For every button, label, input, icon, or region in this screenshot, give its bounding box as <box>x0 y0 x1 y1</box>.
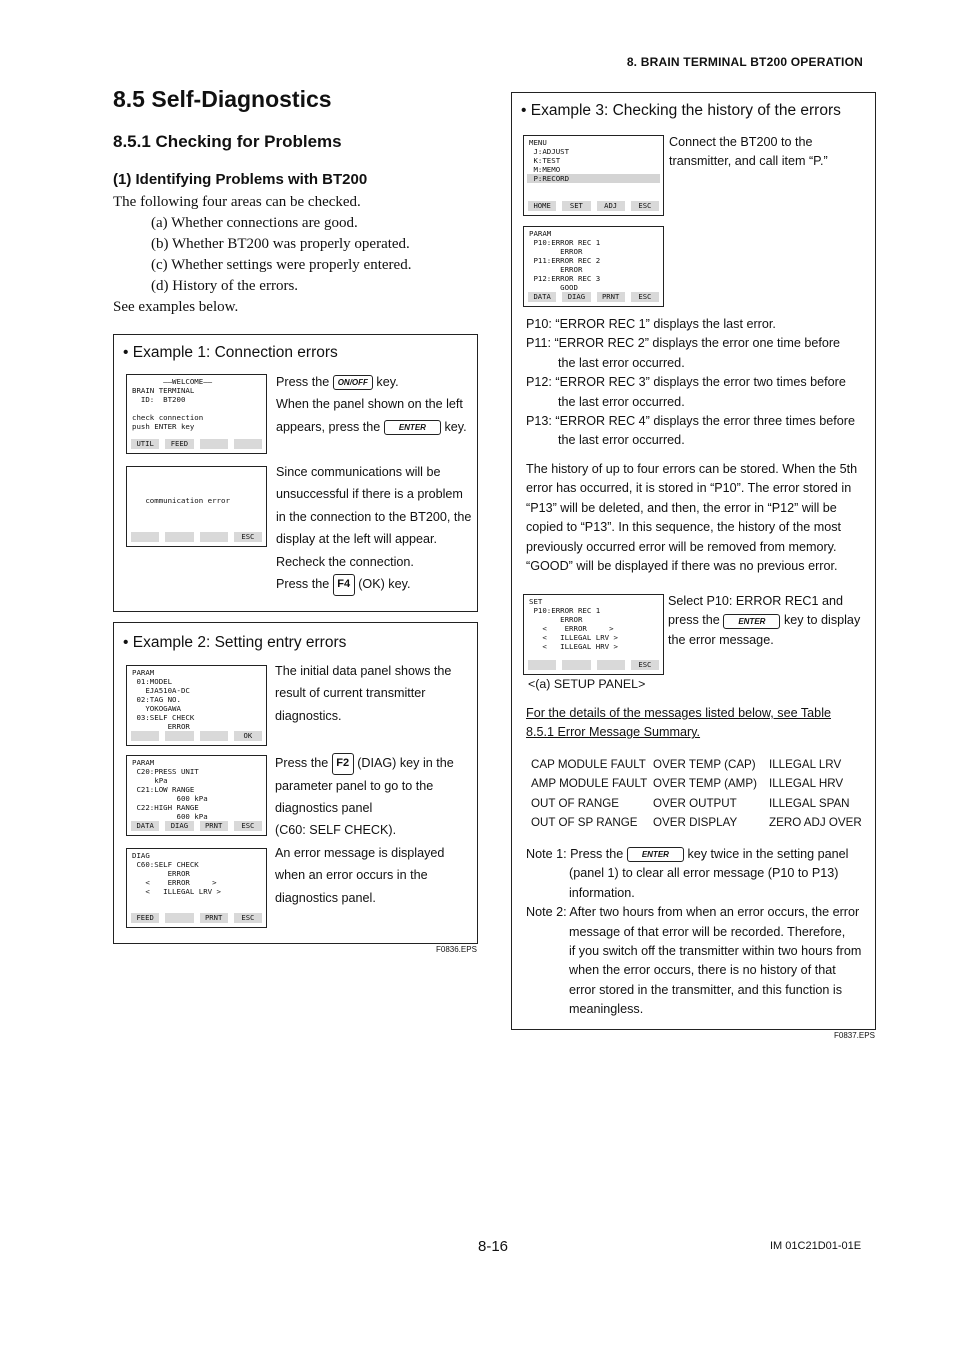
subsubsection-title: (1) Identifying Problems with BT200 <box>113 171 368 188</box>
text: The history of up to four errors can be stored. When the 5th <box>526 462 858 476</box>
error-message: AMP MODULE FAULT <box>531 777 648 791</box>
chapter-header: 8. BRAIN TERMINAL BT200 OPERATION <box>626 55 863 69</box>
lcd-menu-panel <box>523 135 664 216</box>
text: Since communications will be <box>276 465 441 479</box>
document-id: IM 01C21D01-01E <box>770 1240 862 1252</box>
example2-explanation-1 <box>275 660 475 727</box>
text: Select P10: ERROR REC1 and <box>668 594 843 608</box>
p13-description-cont: the last error occurred. <box>558 433 685 448</box>
text: “P13” will be deleted, and then, the error in “P12” will be <box>526 500 837 515</box>
text: The initial data panel shows the <box>275 664 452 678</box>
menu-line: MENU <box>529 138 547 147</box>
text: key. <box>444 419 467 434</box>
lcd-diag-panel <box>126 848 267 928</box>
lcd-param-c20-softkeys <box>131 821 262 831</box>
softkey-feed: FEED <box>165 439 193 449</box>
text: Recheck the connection. <box>276 554 414 569</box>
error-list-col3 <box>769 755 862 833</box>
p10-description: P10: “ERROR REC 1” displays the last error. <box>526 317 776 331</box>
lcd-param-c20-text: PARAM C20:PRESS UNIT kPa C21:LOW RANGE 600 kPa C22:HIGH RANGE 600 kPa <box>132 758 208 821</box>
lcd-comm-error-text: communication error <box>145 496 230 505</box>
error-message: OUT OF SP RANGE <box>531 816 638 830</box>
text: error has occurred, it is stored in “P10”. The error stored in <box>526 481 852 496</box>
text: display at the left will appear. <box>276 532 438 547</box>
lcd-setup-panel <box>523 594 664 675</box>
menu-line: K:TEST <box>529 156 561 165</box>
error-message: ZERO ADJ OVER <box>769 816 862 830</box>
text: if you switch off the transmitter within two hours from <box>569 944 862 959</box>
menu-line: J:ADJUST <box>529 147 570 156</box>
lcd-diag-softkeys <box>131 913 262 923</box>
text: Press the <box>276 577 330 592</box>
onoff-key-icon: ON/OFF <box>333 375 373 390</box>
softkey-diag: DIAG <box>165 821 193 831</box>
error-message: OVER TEMP (CAP) <box>653 758 756 771</box>
text: (panel 1) to clear all error message (P10 to P13) <box>569 866 839 881</box>
lcd-error-record-softkeys <box>528 292 659 302</box>
softkey-blank <box>131 731 159 741</box>
text: “GOOD” will be displayed if there was no previous error. <box>526 559 838 574</box>
lcd-menu-softkeys <box>528 201 659 211</box>
f2-key-icon: F2 <box>332 753 354 775</box>
example3-title: • Example 3: Checking the history of the errors <box>521 102 841 119</box>
menu-line-selected: P:RECORD <box>527 174 660 183</box>
error-message: ILLEGAL SPAN <box>769 796 850 810</box>
softkey-blank <box>165 913 193 923</box>
p11-description: P11: “ERROR REC 2” displays the error one time before <box>526 336 841 351</box>
lcd-error-record-panel <box>523 226 664 307</box>
text: when an error occurs in the <box>275 868 428 883</box>
lcd-comm-error-softkeys <box>131 532 262 542</box>
text: the error message. <box>668 632 774 647</box>
softkey-esc: ESC <box>234 821 262 831</box>
lcd-error-record-text: PARAM P10:ERROR REC 1 ERROR P11:ERROR REC 2 ERROR P12:ERROR REC 3 GOOD <box>529 229 601 292</box>
example1-explanation <box>276 461 476 596</box>
text: diagnostics panel. <box>275 890 376 905</box>
example1-title: • Example 1: Connection errors <box>123 344 338 361</box>
p12-description: P12: “ERROR REC 3” displays the error two times before <box>526 375 846 390</box>
p12-description-cont: the last error occurred. <box>558 394 685 409</box>
section-title: 8.5 Self-Diagnostics <box>113 86 332 112</box>
softkey-prnt: PRNT <box>200 821 228 831</box>
text: key to display <box>783 613 861 628</box>
example3-connect-text <box>669 133 869 172</box>
text: key. <box>376 375 399 389</box>
example2-explanation-2 <box>275 752 475 909</box>
softkey-util: UTIL <box>131 439 159 449</box>
text: appears, press the <box>276 419 381 434</box>
lcd-welcome-text: ——WELCOME—— BRAIN TERMINAL ID: BT200 check connection push ENTER key <box>132 377 213 431</box>
error-record-descriptions <box>526 315 871 451</box>
text: diagnostics. <box>275 708 342 723</box>
text: (C60: SELF CHECK). <box>275 823 397 838</box>
softkey-blank <box>200 731 228 741</box>
text: previously occurred error will be removed from memory. <box>526 539 837 554</box>
softkey-blank <box>528 660 556 670</box>
softkey-blank <box>165 532 193 542</box>
text: diagnostics panel <box>275 801 373 816</box>
text: key twice in the setting panel <box>687 847 849 861</box>
example1-instructions <box>276 371 476 438</box>
text: information. <box>569 885 635 900</box>
softkey-esc: ESC <box>631 201 659 211</box>
lcd-welcome-panel <box>126 374 267 454</box>
text: message of that error will be recorded. Therefore, <box>569 924 846 939</box>
example3-box <box>511 92 876 1030</box>
subsection-title: 8.5.1 Checking for Problems <box>113 132 342 151</box>
lcd-param-softkeys <box>131 731 262 741</box>
lcd-menu-lines <box>527 138 660 183</box>
softkey-esc: ESC <box>234 532 262 542</box>
error-message: OVER DISPLAY <box>653 816 738 830</box>
lcd-param-c20-panel <box>126 755 267 836</box>
f4-key-icon: F4 <box>333 574 355 596</box>
softkey-blank <box>131 532 159 542</box>
text: meaningless. <box>569 1002 644 1017</box>
softkey-blank <box>200 532 228 542</box>
text: 8.5.1 Error Message Summary. <box>526 725 701 740</box>
lcd-communication-error-panel <box>126 466 267 547</box>
softkey-blank <box>200 439 228 449</box>
error-message: OVER TEMP (AMP) <box>653 777 757 791</box>
error-message: CAP MODULE FAULT <box>531 758 646 771</box>
figure-id-left: F0836.EPS <box>436 945 477 954</box>
error-message: ILLEGAL LRV <box>769 758 842 771</box>
text: in the connection to the BT200, the <box>276 509 472 524</box>
select-instructions <box>668 592 873 650</box>
details-reference <box>526 704 871 743</box>
p13-description: P13: “ERROR REC 4” displays the error three times before <box>526 414 855 429</box>
text: when the error occurs, there is no history of that <box>569 963 836 978</box>
softkey-prnt: PRNT <box>200 913 228 923</box>
softkey-esc: ESC <box>631 292 659 302</box>
softkey-home: HOME <box>528 201 556 211</box>
softkey-esc: ESC <box>631 660 659 670</box>
check-item-c: (c) Whether settings were properly entered. <box>151 257 412 273</box>
lcd-welcome-softkeys <box>131 439 262 449</box>
check-item-b: (b) Whether BT200 was properly operated. <box>151 236 410 252</box>
enter-key-icon: ENTER <box>723 614 780 629</box>
check-item-d: (d) History of the errors. <box>151 278 299 294</box>
figure-id-right: F0837.EPS <box>834 1031 875 1040</box>
softkey-blank <box>597 660 625 670</box>
check-item-a: (a) Whether connections are good. <box>151 215 358 231</box>
example1-box <box>113 334 478 612</box>
softkey-feed: FEED <box>131 913 159 923</box>
text: unsuccessful if there is a problem <box>276 487 463 502</box>
softkey-set: SET <box>562 201 590 211</box>
text: result of current transmitter <box>275 686 426 701</box>
softkey-prnt: PRNT <box>597 292 625 302</box>
see-examples-text: See examples below. <box>113 299 239 315</box>
page-number: 8-16 <box>478 1238 509 1255</box>
softkey-adj: ADJ <box>597 201 625 211</box>
text: An error message is displayed <box>275 845 445 860</box>
text: For the details of the messages listed below, see Table <box>526 706 831 720</box>
example2-title: • Example 2: Setting entry errors <box>123 634 347 651</box>
text: (DIAG) key in the <box>357 756 454 770</box>
enter-key-icon: ENTER <box>627 847 684 862</box>
softkey-esc: ESC <box>234 913 262 923</box>
example2-box <box>113 622 478 944</box>
text: Connect the BT200 to the <box>669 135 813 149</box>
lcd-param-panel <box>126 665 267 746</box>
p11-description-cont: the last error occurred. <box>558 355 685 370</box>
lcd-diag-text: DIAG C60:SELF CHECK ERROR < ERROR > < ILLEGAL LRV > <box>132 851 221 896</box>
softkey-diag: DIAG <box>562 292 590 302</box>
text: copied to “P13”. In this sequence, the history of the most <box>526 520 842 535</box>
enter-key-icon: ENTER <box>384 420 441 435</box>
text: error stored in the transmitter, and this function is <box>569 982 842 997</box>
softkey-blank <box>165 731 193 741</box>
text: Press the <box>275 756 329 770</box>
lcd-setup-softkeys <box>528 660 659 670</box>
text: When the panel shown on the left <box>276 397 463 412</box>
text: Note 1: Press the <box>526 847 624 861</box>
error-list-col2 <box>653 755 757 833</box>
error-message: OUT OF RANGE <box>531 796 620 810</box>
history-paragraph <box>526 460 874 576</box>
lcd-setup-text: SET P10:ERROR REC 1 ERROR < ERROR > < ILLEGAL LRV > < ILLEGAL HRV > <box>529 597 618 651</box>
notes <box>526 845 872 1020</box>
softkey-data: DATA <box>131 821 159 831</box>
text: transmitter, and call item “P.” <box>669 154 828 169</box>
text: press the <box>668 613 720 628</box>
text: (OK) key. <box>358 577 411 592</box>
error-list-col1 <box>531 755 647 833</box>
softkey-ok: OK <box>234 731 262 741</box>
softkey-blank <box>234 439 262 449</box>
softkey-blank <box>562 660 590 670</box>
text: Press the <box>276 375 330 389</box>
lcd-param-text: PARAM 01:MODEL EJA510A-DC 02:TAG NO. YOKOGAWA 03:SELF CHECK ERROR <box>132 668 195 731</box>
setup-panel-caption: <(a) SETUP PANEL> <box>528 677 646 691</box>
text: parameter panel to go to the <box>275 778 434 793</box>
menu-line: M:MEMO <box>529 165 561 174</box>
error-message: ILLEGAL HRV <box>769 777 844 791</box>
intro-text: The following four areas can be checked. <box>113 194 361 210</box>
error-message: OVER OUTPUT <box>653 796 737 810</box>
text: Note 2: After two hours from when an error occurs, the error <box>526 905 860 920</box>
softkey-data: DATA <box>528 292 556 302</box>
